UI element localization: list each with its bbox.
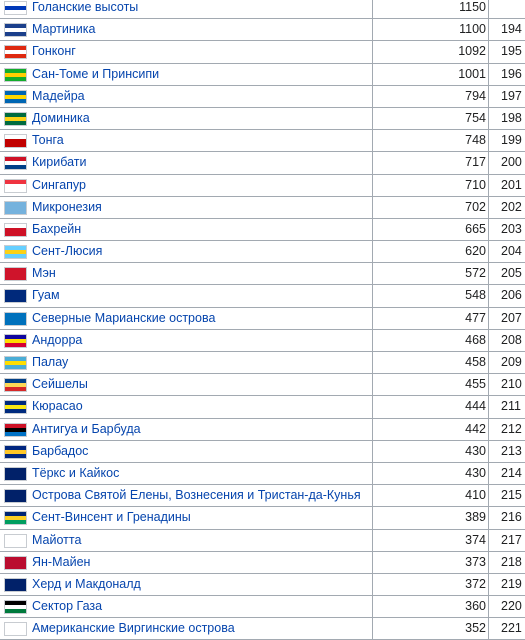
territory-link[interactable]: Гонконг (32, 44, 76, 59)
column-divider (488, 130, 489, 151)
column-divider (372, 507, 373, 528)
territory-link[interactable]: Антигуа и Барбуда (32, 421, 141, 436)
table-row (0, 285, 525, 307)
table-row (0, 596, 525, 618)
population-value: 430 (465, 443, 486, 458)
territory-link[interactable]: Ян-Майен (32, 554, 91, 569)
population-value: 665 (465, 221, 486, 236)
rank-value: 218 (501, 554, 522, 569)
table-row (0, 530, 525, 552)
population-value: 372 (465, 576, 486, 591)
population-value: 374 (465, 532, 486, 547)
rank-value: 214 (501, 465, 522, 480)
population-value: 702 (465, 199, 486, 214)
table-row (0, 618, 525, 640)
column-divider (488, 263, 489, 284)
population-value: 458 (465, 355, 486, 369)
table-row (0, 175, 525, 197)
rank-value: 215 (501, 488, 522, 503)
population-value: 477 (465, 310, 486, 325)
column-divider (372, 108, 373, 129)
table-row (0, 396, 525, 418)
column-divider (372, 596, 373, 617)
population-value: 710 (465, 177, 486, 192)
territory-link[interactable]: Острова Святой Елены, Вознесения и Тристан-да-Кунья (32, 488, 361, 503)
column-divider (488, 530, 489, 551)
territory-link[interactable]: Тонга (32, 133, 64, 148)
rank-value: 202 (501, 199, 522, 214)
column-divider (372, 241, 373, 262)
palau-flag-icon (4, 356, 27, 370)
column-divider (488, 152, 489, 173)
table-row (0, 86, 525, 108)
column-divider (488, 552, 489, 573)
column-divider (488, 285, 489, 306)
antigua-flag-icon (4, 423, 27, 437)
rank-value: 219 (501, 576, 522, 591)
column-divider (488, 507, 489, 528)
population-value: 1100 (459, 22, 486, 37)
rank-value: 213 (501, 443, 522, 458)
guam-flag-icon (4, 289, 27, 303)
column-divider (372, 352, 373, 373)
dominica-flag-icon (4, 112, 27, 126)
rank-value: 197 (501, 88, 522, 103)
column-divider (372, 618, 373, 639)
territory-link[interactable]: Сент-Люсия (32, 244, 103, 259)
territory-link[interactable]: Андорра (32, 332, 83, 347)
column-divider (372, 41, 373, 62)
saint-helena-flag-icon (4, 489, 27, 503)
territory-link[interactable]: Мартиника (32, 22, 96, 37)
population-value: 1001 (458, 66, 486, 81)
territory-link[interactable]: Палау (32, 355, 69, 369)
column-divider (372, 219, 373, 240)
territory-link[interactable]: Северные Марианские острова (32, 310, 216, 325)
rank-value: 201 (501, 177, 522, 192)
column-divider (488, 596, 489, 617)
table-row (0, 552, 525, 574)
population-value: 468 (465, 332, 486, 347)
column-divider (372, 552, 373, 573)
column-divider (488, 618, 489, 639)
population-value: 572 (465, 266, 486, 281)
column-divider (372, 197, 373, 218)
territory-link[interactable]: Сейшелы (32, 377, 88, 392)
population-value: 754 (465, 110, 486, 125)
rank-value: 206 (501, 288, 522, 303)
rank-value: 212 (501, 421, 522, 436)
heard-mcdonald-flag-icon (4, 578, 27, 592)
table-row (0, 241, 525, 263)
madeira-flag-icon (4, 90, 27, 104)
rank-value: 199 (501, 133, 522, 148)
column-divider (372, 263, 373, 284)
table-row (0, 64, 525, 86)
territory-link[interactable]: Кюрасао (32, 399, 83, 414)
population-value: 410 (465, 488, 486, 503)
population-value: 548 (465, 288, 486, 303)
rank-value: 205 (501, 266, 522, 281)
population-value: 455 (465, 377, 486, 392)
column-divider (372, 463, 373, 484)
column-divider (488, 574, 489, 595)
population-value: 1150 (459, 0, 486, 14)
andorra-flag-icon (4, 334, 27, 348)
column-divider (372, 330, 373, 351)
barbados-flag-icon (4, 445, 27, 459)
table-row (0, 485, 525, 507)
column-divider (488, 64, 489, 85)
population-value: 442 (465, 421, 486, 436)
gaza-flag-icon (4, 600, 27, 614)
territory-link[interactable]: Барбадос (32, 443, 89, 458)
rank-value: 211 (501, 399, 521, 414)
column-divider (372, 130, 373, 151)
column-divider (488, 19, 489, 40)
column-divider (488, 175, 489, 196)
column-divider (372, 86, 373, 107)
table-row (0, 0, 525, 19)
territory-link[interactable]: Майотта (32, 532, 82, 547)
territory-link[interactable]: Бахрейн (32, 221, 82, 236)
rank-value: 207 (501, 310, 522, 325)
table-row (0, 41, 525, 63)
rank-value: 194 (501, 22, 522, 37)
micronesia-flag-icon (4, 201, 27, 215)
population-value: 373 (465, 554, 486, 569)
table-row (0, 19, 525, 41)
column-divider (488, 330, 489, 351)
israel-flag-icon (4, 1, 27, 15)
column-divider (488, 441, 489, 462)
column-divider (372, 419, 373, 440)
population-value: 444 (465, 399, 486, 414)
table-row (0, 308, 525, 330)
us-virgin-islands-flag-icon (4, 622, 27, 636)
population-value: 1092 (458, 44, 486, 59)
column-divider (372, 0, 373, 18)
table-row (0, 330, 525, 352)
column-divider (372, 574, 373, 595)
territory-link[interactable]: Сектор Газа (32, 599, 103, 614)
column-divider (488, 308, 489, 329)
table-row (0, 574, 525, 596)
population-value: 620 (465, 244, 486, 259)
column-divider (372, 308, 373, 329)
column-divider (372, 64, 373, 85)
territory-link[interactable]: Херд и Макдоналд (32, 576, 141, 591)
table-row (0, 419, 525, 441)
rank-value: 216 (501, 510, 522, 525)
column-divider (372, 152, 373, 173)
column-divider (488, 86, 489, 107)
seychelles-flag-icon (4, 378, 27, 392)
territory-link[interactable]: Американские Виргинские острова (32, 621, 235, 636)
column-divider (488, 41, 489, 62)
territory-link[interactable]: Сент-Винсент и Гренадины (32, 510, 191, 525)
column-divider (488, 197, 489, 218)
saint-lucia-flag-icon (4, 245, 27, 259)
table-row (0, 108, 525, 130)
territory-link[interactable]: Мэн (32, 266, 56, 281)
table-row (0, 463, 525, 485)
column-divider (372, 441, 373, 462)
territory-link[interactable]: Тёркс и Кайкос (32, 465, 120, 480)
hong-kong-flag-icon (4, 45, 27, 59)
column-divider (372, 285, 373, 306)
column-divider (372, 396, 373, 417)
rank-value: 196 (501, 66, 522, 81)
sao-tome-flag-icon (4, 68, 27, 82)
bahrain-flag-icon (4, 223, 27, 237)
rank-value: 200 (501, 155, 522, 170)
territory-link[interactable]: Сан-Томе и Принсипи (32, 66, 160, 81)
column-divider (372, 374, 373, 395)
column-divider (488, 485, 489, 506)
rank-value: 208 (501, 332, 522, 347)
territory-link[interactable]: Сингапур (32, 177, 86, 192)
turks-caicos-flag-icon (4, 467, 27, 481)
territory-link[interactable]: Гуам (32, 288, 60, 303)
column-divider (372, 175, 373, 196)
territory-link[interactable]: Голанские высоты (32, 0, 139, 14)
column-divider (372, 485, 373, 506)
saint-vincent-flag-icon (4, 511, 27, 525)
table-row (0, 152, 525, 174)
population-value: 389 (465, 510, 486, 525)
population-value: 360 (465, 599, 486, 614)
column-divider (488, 108, 489, 129)
rank-value: 210 (501, 377, 522, 392)
population-value: 748 (465, 133, 486, 148)
column-divider (488, 0, 489, 18)
population-value: 794 (465, 88, 486, 103)
column-divider (488, 396, 489, 417)
mayotte-flag-icon (4, 534, 27, 548)
rank-value: 195 (501, 44, 522, 59)
rank-value: 203 (501, 221, 522, 236)
table-row (0, 263, 525, 285)
table-row (0, 219, 525, 241)
column-divider (372, 530, 373, 551)
northern-mariana-flag-icon (4, 312, 27, 326)
isle-of-man-flag-icon (4, 267, 27, 281)
column-divider (488, 419, 489, 440)
table-row (0, 352, 525, 374)
column-divider (488, 241, 489, 262)
table-row (0, 374, 525, 396)
rank-value: 198 (501, 110, 522, 125)
population-value: 352 (465, 621, 486, 636)
rank-value: 220 (501, 599, 522, 614)
territory-link[interactable]: Мадейра (32, 88, 85, 103)
curacao-flag-icon (4, 400, 27, 414)
column-divider (488, 219, 489, 240)
kiribati-flag-icon (4, 156, 27, 170)
territory-link[interactable]: Микронезия (32, 199, 102, 214)
territory-link[interactable]: Кирибати (32, 155, 87, 170)
column-divider (488, 463, 489, 484)
table-row (0, 507, 525, 529)
martinique-flag-icon (4, 23, 27, 37)
rank-value: 209 (501, 355, 522, 369)
column-divider (372, 19, 373, 40)
tonga-flag-icon (4, 134, 27, 148)
table-row (0, 130, 525, 152)
singapore-flag-icon (4, 179, 27, 193)
column-divider (488, 352, 489, 373)
population-value: 717 (465, 155, 486, 170)
territory-link[interactable]: Доминика (32, 110, 90, 125)
column-divider (488, 374, 489, 395)
jan-mayen-flag-icon (4, 556, 27, 570)
rank-value: 204 (501, 244, 522, 259)
table-row (0, 441, 525, 463)
rank-value: 217 (501, 532, 522, 547)
table-row (0, 197, 525, 219)
rank-value: 221 (501, 621, 522, 636)
population-value: 430 (465, 465, 486, 480)
